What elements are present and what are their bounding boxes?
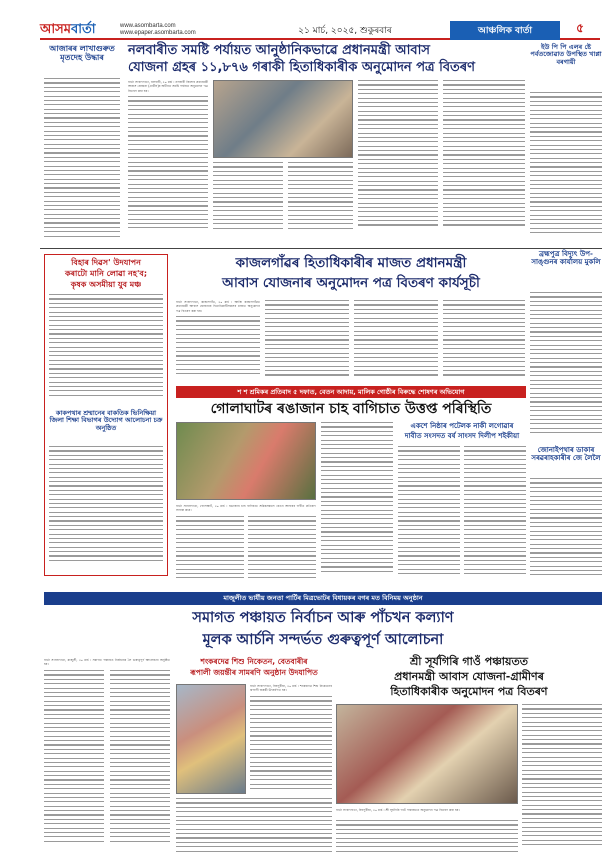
right-top-body	[530, 92, 602, 242]
teacher-body	[49, 446, 163, 572]
panchayat-headline-line-1: সমাগত পঞ্চায়ত নিৰ্বাচন আৰু পাঁচখন কল্যাণ	[192, 610, 454, 626]
golaghat-body-col-3	[321, 422, 393, 586]
bihar-body	[49, 294, 163, 406]
shankar-headline-line-1: শংকৰদেৱ শিশু নিকেতন, বেতবাৰীৰ	[200, 657, 308, 666]
teacher-headline: কাকপথাৰ শ্ৰম্মানেৰ বাকতিক ভিনিক্ষিয়া জিলা শিক্ষা বিভাগৰ উদ্যোগ আলোচনা চক্ৰ অনুষ্ঠিত	[49, 409, 163, 432]
lead-headline-line-2: যোজনা গ্ৰহৰ ১১,৮৭৬ গৰাকী হিতাধিকাৰীক অনুমোদন পত্ৰ বিতৰণ	[128, 60, 475, 75]
surya-byline: বাৰ্তা সংবাদদাতা, বিহপুৰীয়া, ২০ মাৰ্চ : শ্ৰী সূৰ্যগিৰি গাওঁ পঞ্চায়তত অনুমোদন পত্ৰ বিতৰণ কৰা হয়।	[336, 808, 460, 812]
website-links	[120, 23, 240, 37]
bihar-headline-line-1: বিহাৰ দিৱস' উদযাপন	[71, 258, 141, 267]
jorhat-body	[530, 478, 602, 584]
left-top-body	[44, 78, 120, 246]
lead-photo	[213, 80, 353, 158]
lead-body-col-4	[358, 80, 438, 236]
dilip-headline-line-2: দাবীত সংসদত বৰ্ষ সাংসদ দিলীপ শইকীয়া	[404, 432, 520, 440]
bihar-headline-line-3: কৃষক অসমীয়া যুব মঞ্চ	[70, 280, 142, 289]
lead-byline: বাৰ্তা সংবাদদাতা, নলবাৰী, ২০ মাৰ্চ : নলবাৰী জিলাৰ প্ৰধানমন্ত্ৰী আবাস যোজনা (গ্ৰামীণ)ৰ অধীনত সমষ্টি পৰ্যায়ত অনুমোদন পত্ৰ বিতৰণ কৰা হয়।	[128, 80, 208, 93]
surya-body	[336, 820, 518, 856]
kalgachia-headline-line-1: কাজলগাঁৱৰ হিতাধিকাৰীৰ মাজত প্ৰধানমন্ত্ৰী	[235, 255, 467, 271]
shankar-body-col-2	[176, 798, 332, 856]
lead-body-col-2	[213, 162, 283, 236]
golaghat-body-col-2	[248, 516, 316, 586]
panchayat-body-col-1	[44, 670, 104, 856]
red-strip-headline: শ শ শ্ৰমিকৰ প্ৰতিবাদ ৫ দফাত, বেতন আদায়, মালিক গোষ্ঠীৰ বিৰুদ্ধে শোষণৰ অভিযোগ	[176, 386, 526, 398]
panchayat-byline: বাৰ্তা সংবাদদাতা, মাজুলী, ২০ মাৰ্চ : সমাগত পঞ্চায়ত নিৰ্বাচনক লৈ গুৰুত্বপূৰ্ণ আলোচনা অনুষ্ঠিত হয়।	[44, 658, 170, 667]
golaghat-headline: গোলাঘাটৰ ৰঙাজান চাহ বাগিচাত উত্তপ্ত পৰিস্থিতি	[210, 401, 492, 417]
epaper-link[interactable]: www.epaper.asombarta.com	[120, 30, 196, 36]
logo-part-2: বাৰ্তা	[70, 21, 96, 37]
kalgachia-body-col-2	[265, 300, 349, 382]
shankar-headline-line-2: ৰূপালী জয়ন্তীৰ সামৰণি অনুষ্ঠান উদযাপিত	[190, 668, 318, 677]
lead-headline-line-1: নলবাৰীত সমষ্টি পৰ্যায়ত আনুষ্ঠানিকভাৱে প্ৰধানমন্ত্ৰী আবাস	[128, 43, 430, 58]
newspaper-logo[interactable]	[40, 20, 120, 41]
surya-headline-line-2: প্ৰধানমন্ত্ৰী আবাস যোজনা-গ্ৰামীণৰ	[394, 670, 544, 683]
golaghat-body-col-1	[176, 516, 244, 586]
lead-body-col-3	[288, 162, 353, 236]
shankar-body-col-1	[250, 696, 332, 796]
blue-strip-headline: মাজুলীত ভাৰ্যীয় জনতা পাৰ্টিৰ মিত্ৰভোটৰ বিধায়কৰ বগৰ মত বিনিময় অনুষ্ঠান	[44, 592, 602, 605]
bijuli-headline: ব্ৰহ্মপুত্ৰ বিদ্যুৎ উপ-সাঙ্গুনৰ কাৰ্যালয় মুকলি	[531, 250, 601, 267]
left-top-headline: আজাৰৰ লাখাগুৰুত মৃতদেহ উদ্ধাৰ	[49, 44, 115, 63]
dilip-headline-line-1: একশে নিষ্ঠাৰ পটেলক নাকী লগোৱাৰ	[410, 422, 514, 430]
jorhat-headline: জোনাইপথাৰ ডাকাৰ সৰৱৰাহকাৰীৰ জে লৈলৈ	[531, 446, 601, 463]
lead-body-col-5	[443, 80, 525, 236]
dilip-body-col-1	[398, 446, 460, 586]
right-top-headline: ইউ পি পি এলৰ ষ্টে পৰ্বতজোৱাত উপস্থিত খাপ্লা বৰগায়ী	[530, 43, 602, 66]
golaghat-photo	[176, 422, 316, 500]
panchayat-body-col-2	[110, 670, 170, 856]
surya-headline-line-1: শ্ৰী সূৰ্যগিৰি গাওঁ পঞ্চায়তত	[410, 655, 528, 668]
kalgachia-body-col-4	[443, 300, 525, 382]
shankar-byline: বাৰ্তা সংবাদদাতা, বিহপুৰীয়া, ২০ মাৰ্চ : শংকৰদেৱ শিশু নিকেতনৰ ৰূপালী জয়ন্তী উদযাপিত হয়।	[250, 684, 332, 693]
kalgachia-body-col-1	[176, 316, 260, 382]
panchayat-headline-line-2: মূলক আৰ্চনি সন্দৰ্ভত গুৰুত্বপূৰ্ণ আলোচনা	[202, 632, 444, 648]
bijuli-body	[530, 292, 602, 442]
shankar-photo	[176, 684, 246, 794]
logo-part-1: আসম	[40, 21, 71, 37]
golaghat-byline: বাৰ্তা সংবাদদাতা, গোলাঘাট, ২০ মাৰ্চ : ৰঙাজান চাহ বাগিচাত শ্ৰমিকসকলে বেতন আদায়ৰ দাবীত প্ৰতিবাদ সাব্যস্ত কৰে।	[176, 504, 316, 513]
surya-photo	[336, 704, 518, 804]
kalgachia-body-col-3	[354, 300, 438, 382]
website-link[interactable]: www.asombarta.com	[120, 23, 176, 29]
kalgachia-byline: বাৰ্তা সংবাদদাতা, কাজলগাঁও, ২০ মাৰ্চ : আজি কাজলগাঁৱত প্ৰধানমন্ত্ৰী আবাস যোজনাৰ হিতাধিকাৰীসকলৰ মাজত অনুমোদন পত্ৰ বিতৰণ কৰা হয়।	[176, 300, 260, 313]
bihar-headline-line-2: কৰাটো মানি লোৱা নহ'ব;	[64, 269, 148, 278]
surya-side-body	[522, 704, 602, 856]
lead-body-col-1	[128, 96, 208, 236]
masthead	[40, 22, 600, 40]
divider	[40, 248, 602, 249]
dilip-body-col-2	[464, 446, 526, 586]
section-label: আঞ্চলিক বাৰ্তা	[450, 21, 560, 40]
surya-headline-line-3: হিতাধিকাৰীক অনুমোদন পত্ৰ বিতৰণ	[390, 685, 548, 698]
kalgachia-headline-line-2: আবাস যোজনাৰ অনুমোদন পত্ৰ বিতৰণ কাৰ্যসূচী	[222, 275, 480, 291]
page-number: ৫	[576, 21, 584, 35]
dateline: ২১ মাৰ্চ, ২০২৫, শুকুৰবাৰ	[298, 25, 392, 36]
